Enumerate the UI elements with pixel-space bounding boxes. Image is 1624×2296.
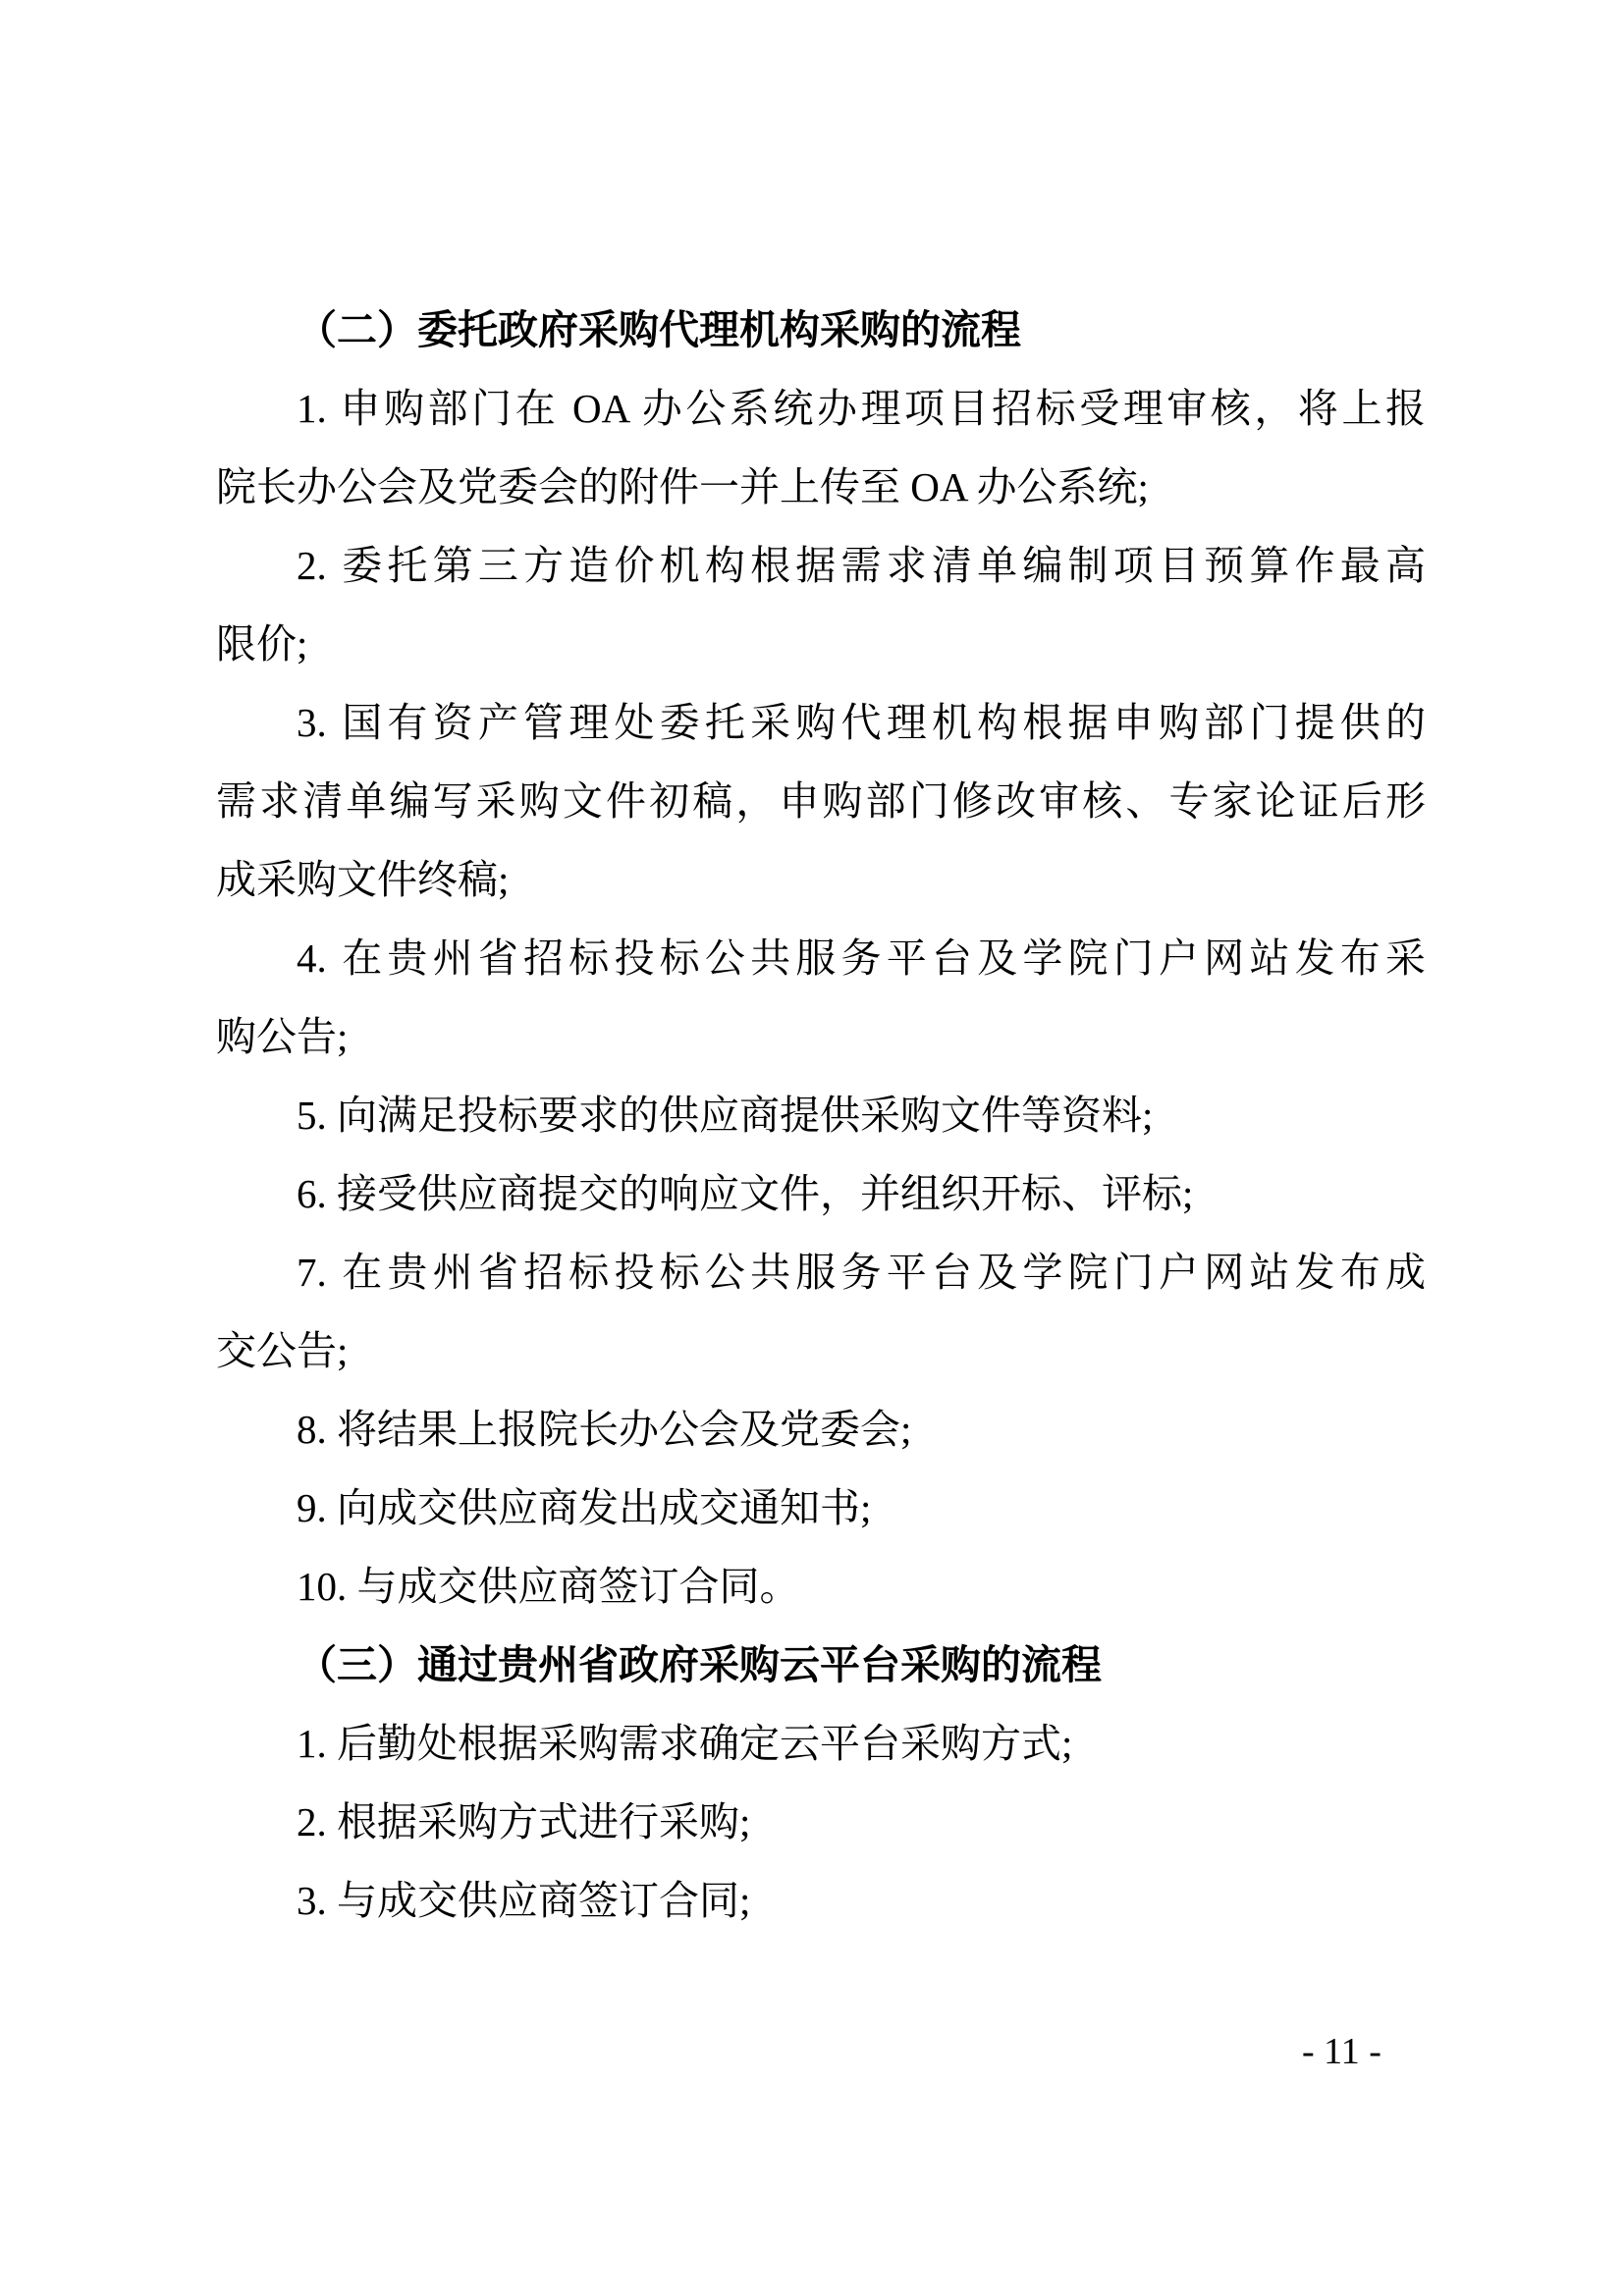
body-line: 7. 在贵州省招标投标公共服务平台及学院门户网站发布成 <box>297 1250 1426 1295</box>
document-text-block <box>216 291 1426 1940</box>
body-line: 2. 根据采购方式进行采购; <box>297 1799 751 1844</box>
body-line: 5. 向满足投标要求的供应商提供采购文件等资料; <box>297 1093 1154 1138</box>
section-heading-2: （二）委托政府采购代理机构采购的流程 <box>297 307 1021 352</box>
body-line: 院长办公会及党委会的附件一并上传至 OA 办公系统; <box>216 464 1149 509</box>
body-line: 1. 后勤处根据采购需求确定云平台采购方式; <box>297 1721 1073 1766</box>
body-line: 限价; <box>216 621 308 667</box>
body-line: 1. 申购部门在 OA 办公系统办理项目招标受理审核，将上报 <box>297 386 1426 431</box>
body-line: 需求清单编写采购文件初稿，申购部门修改审核、专家论证后形 <box>216 778 1426 824</box>
body-line: 9. 向成交供应商发出成交通知书; <box>297 1485 872 1530</box>
body-line: 成采购文件终稿; <box>216 857 510 902</box>
body-line: 购公告; <box>216 1014 349 1059</box>
body-line: 8. 将结果上报院长办公会及党委会; <box>297 1407 912 1452</box>
body-line: 交公告; <box>216 1328 349 1373</box>
body-line: 4. 在贵州省招标投标公共服务平台及学院门户网站发布采 <box>297 935 1426 981</box>
section-heading-3: （三）通过贵州省政府采购云平台采购的流程 <box>297 1642 1102 1687</box>
body-line: 10. 与成交供应商签订合同。 <box>297 1564 800 1609</box>
body-line: 6. 接受供应商提交的响应文件，并组织开标、评标; <box>297 1171 1194 1216</box>
page-number: - 11 - <box>1302 2031 1381 2072</box>
body-line: 3. 国有资产管理处委托采购代理机构根据申购部门提供的 <box>297 700 1426 745</box>
body-line: 3. 与成交供应商签订合同; <box>297 1878 751 1923</box>
body-line: 2. 委托第三方造价机构根据需求清单编制项目预算作最高 <box>297 543 1426 588</box>
